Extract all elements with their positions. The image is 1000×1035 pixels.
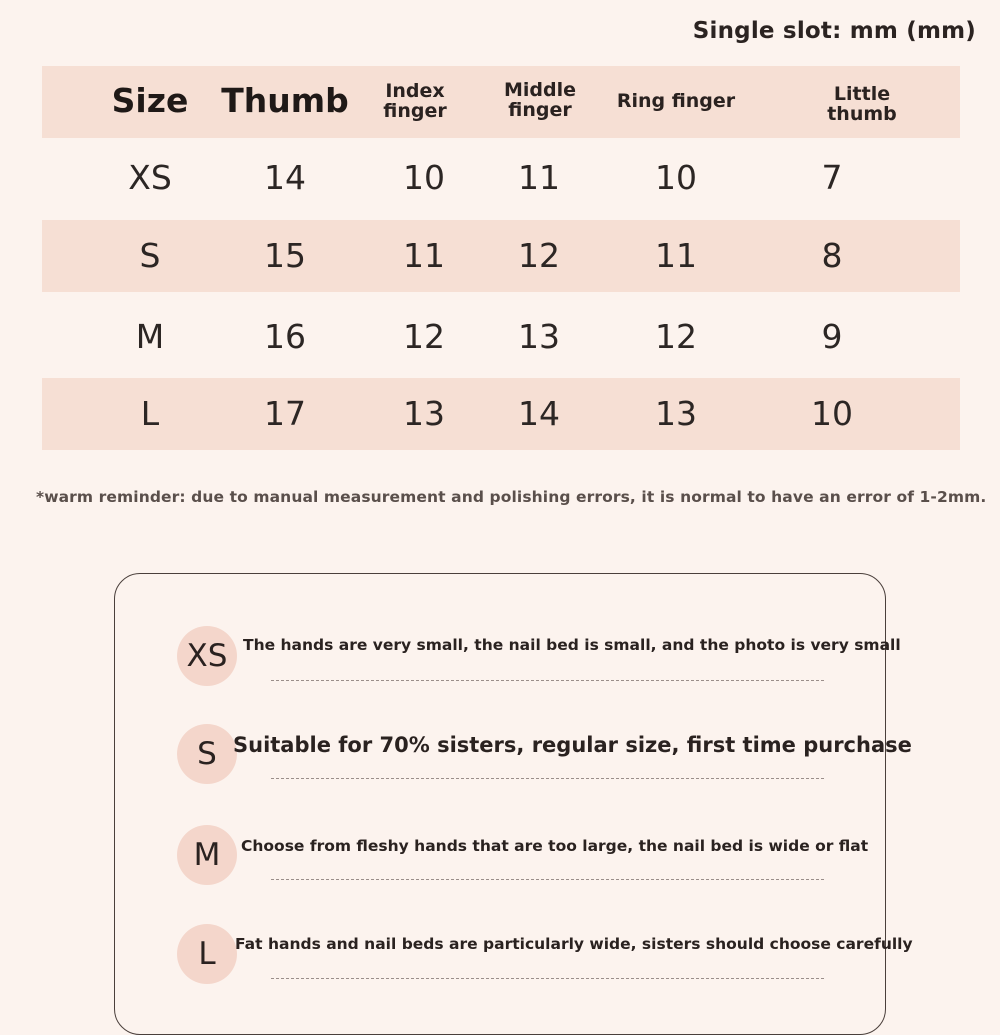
cell-size: XS: [128, 158, 172, 197]
cell-little: 10: [811, 394, 853, 433]
cell-index: 13: [403, 394, 445, 433]
header-size: Size: [111, 81, 189, 120]
divider: [271, 680, 824, 681]
divider: [271, 978, 824, 979]
cell-ring: 11: [655, 236, 697, 275]
header-thumb: Thumb: [221, 81, 349, 120]
warm-reminder: *warm reminder: due to manual measurement and polishing errors, it is normal to have an error of 1-2mm.: [36, 488, 987, 506]
cell-index: 11: [403, 236, 445, 275]
cell-middle: 11: [518, 158, 560, 197]
cell-size: S: [139, 236, 161, 275]
cell-middle: 14: [518, 394, 560, 433]
size-description: Suitable for 70% sisters, regular size, first time purchase: [233, 733, 912, 757]
cell-ring: 13: [655, 394, 697, 433]
header-ring-finger: Ring finger: [616, 90, 736, 112]
cell-thumb: 14: [264, 158, 306, 197]
cell-size: M: [135, 317, 165, 356]
header-little-thumb: Little thumb: [827, 83, 897, 125]
size-description: Choose from fleshy hands that are too large, the nail bed is wide or flat: [241, 837, 869, 855]
cell-ring: 12: [655, 317, 697, 356]
cell-middle: 13: [518, 317, 560, 356]
size-badge: XS: [177, 626, 237, 686]
size-description: Fat hands and nail beds are particularly wide, sisters should choose carefully: [235, 935, 913, 953]
cell-size: L: [140, 394, 160, 433]
table-row: [42, 378, 960, 450]
size-guide-box: [114, 573, 913, 1035]
cell-little: 7: [821, 158, 843, 197]
table-header-row: [42, 66, 960, 138]
table-row: [42, 138, 960, 220]
cell-thumb: 16: [264, 317, 306, 356]
cell-thumb: 15: [264, 236, 306, 275]
size-badge: M: [177, 825, 237, 885]
cell-index: 10: [403, 158, 445, 197]
size-badge: S: [177, 724, 237, 784]
divider: [271, 879, 824, 880]
header-middle-finger: Middle finger: [503, 79, 577, 121]
cell-index: 12: [403, 317, 445, 356]
unit-note: Single slot: mm (mm): [692, 18, 976, 44]
table-row: [42, 220, 960, 292]
cell-little: 8: [821, 236, 843, 275]
cell-little: 9: [821, 317, 843, 356]
size-description: The hands are very small, the nail bed is small, and the photo is very small: [243, 636, 901, 654]
header-index-finger: Index finger: [383, 80, 447, 122]
cell-middle: 12: [518, 236, 560, 275]
divider: [271, 778, 824, 779]
size-badge: L: [177, 924, 237, 984]
table-row: [42, 292, 960, 380]
cell-ring: 10: [655, 158, 697, 197]
cell-thumb: 17: [264, 394, 306, 433]
